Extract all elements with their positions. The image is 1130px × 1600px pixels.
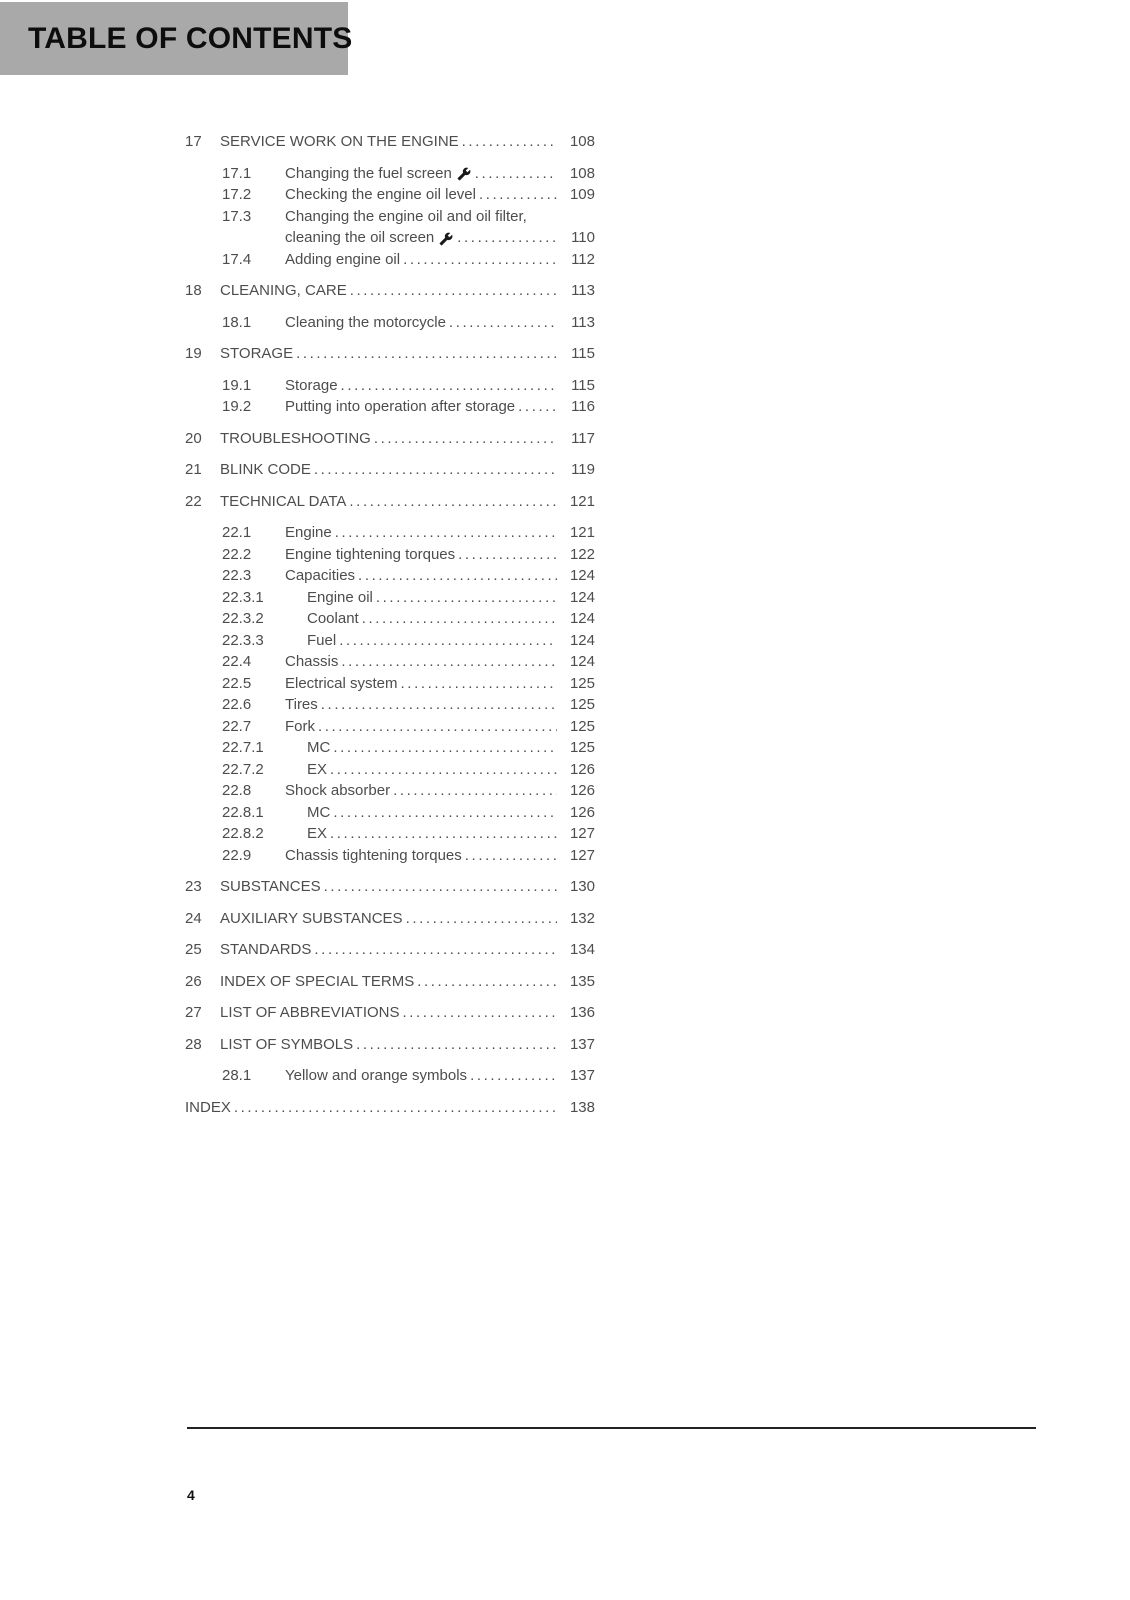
toc-entry bbox=[185, 694, 595, 716]
toc-entry-title: TROUBLESHOOTING bbox=[220, 429, 371, 447]
toc-leader-dots bbox=[341, 375, 557, 397]
toc-entry-page: 124 bbox=[569, 631, 595, 649]
toc-entry-page: 138 bbox=[569, 1098, 595, 1116]
toc-entry-title: INDEX bbox=[185, 1098, 231, 1116]
toc-leader-dots bbox=[403, 249, 557, 271]
toc-entry-page: 124 bbox=[569, 653, 595, 670]
toc-leader-dots bbox=[321, 694, 557, 716]
toc-entry bbox=[185, 587, 595, 609]
toc-leader-dots bbox=[314, 939, 557, 961]
toc-entry-title: CLEANING, CARE bbox=[220, 282, 347, 299]
toc-entry-number: 19.1 bbox=[222, 376, 252, 394]
toc-entry-number: 19.2 bbox=[222, 398, 252, 415]
toc-entry bbox=[185, 459, 595, 481]
toc-entry bbox=[185, 312, 595, 334]
toc-entry-title: Tires bbox=[285, 696, 318, 713]
toc-entry bbox=[185, 802, 595, 824]
toc-entry-title: STANDARDS bbox=[220, 941, 312, 958]
toc-entry-title: cleaning the oil screen bbox=[285, 229, 435, 246]
page-header bbox=[0, 2, 353, 75]
toc-leader-dots bbox=[393, 780, 557, 802]
toc-entry-number: 22.3.3 bbox=[222, 631, 264, 649]
toc-entry-title: Fuel bbox=[307, 631, 337, 649]
toc-leader-dots bbox=[330, 823, 557, 845]
toc-entry bbox=[185, 428, 595, 450]
toc-entry-page: 136 bbox=[569, 1004, 595, 1021]
toc-leader-dots bbox=[356, 1034, 557, 1056]
toc-entry-page: 119 bbox=[571, 461, 595, 478]
toc-entry-number: 22.3.2 bbox=[222, 610, 264, 627]
toc-leader-dots bbox=[458, 544, 557, 566]
toc-entry-number: 22.6 bbox=[222, 696, 252, 713]
toc-entry bbox=[185, 908, 595, 930]
toc-leader-dots bbox=[335, 522, 557, 544]
toc-entry-title: Yellow and orange symbols bbox=[285, 1067, 468, 1084]
toc-leader-dots bbox=[475, 163, 557, 185]
toc-entry bbox=[185, 1002, 595, 1024]
toc-leader-dots bbox=[341, 651, 557, 673]
toc-entry bbox=[185, 131, 595, 153]
toc-entry bbox=[185, 716, 595, 738]
toc-entry bbox=[185, 823, 595, 845]
toc-entry-page: 132 bbox=[569, 909, 595, 927]
toc-entry-title: EX bbox=[307, 825, 328, 842]
toc-entry-number: 22.4 bbox=[222, 653, 252, 670]
toc-entry-page: 135 bbox=[569, 972, 595, 990]
toc-entry-title: Fork bbox=[285, 717, 315, 735]
toc-leader-dots bbox=[465, 845, 557, 867]
toc-entry bbox=[185, 971, 595, 993]
toc-entry-title: Checking the engine oil level bbox=[285, 186, 476, 203]
toc-entry bbox=[185, 565, 595, 587]
toc-entry-number: 22.9 bbox=[222, 846, 252, 864]
toc-entry-title: Storage bbox=[285, 376, 338, 394]
toc-entry bbox=[185, 630, 595, 652]
toc-entry-title: Engine tightening torques bbox=[285, 545, 456, 563]
toc-entry-page: 126 bbox=[569, 782, 595, 799]
toc-entry bbox=[185, 491, 595, 513]
toc-entry-number: 28 bbox=[185, 1035, 202, 1053]
toc-entry-title: Engine bbox=[285, 524, 332, 541]
toc-entry-page: 112 bbox=[571, 250, 595, 268]
toc-leader-dots bbox=[349, 491, 557, 513]
toc-leader-dots bbox=[479, 184, 557, 206]
toc-entry bbox=[185, 163, 595, 185]
toc-entry bbox=[185, 206, 595, 228]
toc-leader-dots bbox=[449, 312, 557, 334]
toc-entry-title: Shock absorber bbox=[285, 782, 391, 799]
toc-leader-dots bbox=[417, 971, 557, 993]
toc-entry-title: LIST OF ABBREVIATIONS bbox=[220, 1004, 400, 1021]
toc-entry-number: 22.8.2 bbox=[222, 825, 264, 842]
toc-entry-number: 17.1 bbox=[222, 164, 252, 182]
footer-divider bbox=[187, 1427, 1036, 1429]
toc-leader-dots bbox=[406, 908, 557, 930]
toc-entry-title: Coolant bbox=[307, 610, 359, 627]
toc-entry-title: Chassis tightening torques bbox=[285, 846, 462, 864]
toc-entry-title: EX bbox=[307, 760, 328, 778]
toc-entry bbox=[185, 375, 595, 397]
toc-entry-page: 110 bbox=[571, 229, 595, 246]
wrench-icon bbox=[439, 232, 453, 246]
toc-entry bbox=[185, 544, 595, 566]
toc-entry-number: 22.5 bbox=[222, 674, 252, 692]
toc-entry bbox=[185, 608, 595, 630]
toc-entry bbox=[185, 184, 595, 206]
toc-entry-page: 127 bbox=[569, 846, 595, 864]
toc-leader-dots bbox=[296, 343, 557, 365]
toc-entry-page: 115 bbox=[571, 376, 595, 394]
toc-entry-page: 116 bbox=[571, 398, 595, 415]
toc-entry-page: 113 bbox=[571, 282, 595, 299]
toc-entry-title: SERVICE WORK ON THE ENGINE bbox=[220, 133, 459, 150]
toc-entry-number: 22.8.1 bbox=[222, 803, 264, 821]
toc-leader-dots bbox=[457, 227, 557, 249]
toc-entry-title: MC bbox=[307, 739, 331, 756]
toc-entry bbox=[185, 673, 595, 695]
toc-entry bbox=[185, 280, 595, 302]
toc-entry-number: 17.3 bbox=[222, 207, 252, 225]
toc-entry-page: 137 bbox=[569, 1067, 595, 1084]
toc-entry-number: 19 bbox=[185, 345, 202, 362]
page-number: 4 bbox=[187, 1487, 195, 1503]
toc-entry bbox=[185, 1097, 595, 1119]
toc-entry-title: Engine oil bbox=[307, 588, 373, 606]
toc-entry-number: 22 bbox=[185, 492, 202, 510]
toc-entry bbox=[185, 1065, 595, 1087]
toc-entry-number: 28.1 bbox=[222, 1067, 252, 1084]
toc-entry-title: Electrical system bbox=[285, 674, 398, 692]
toc-entry bbox=[185, 876, 595, 898]
toc-entry-title: LIST OF SYMBOLS bbox=[220, 1035, 354, 1053]
toc-entry-number: 25 bbox=[185, 941, 202, 958]
toc-entry-title: Cleaning the motorcycle bbox=[285, 313, 446, 331]
toc-entry-page: 115 bbox=[571, 345, 595, 362]
toc-entry-page: 125 bbox=[569, 696, 595, 713]
toc-entry-title: AUXILIARY SUBSTANCES bbox=[220, 909, 403, 927]
toc-entry-page: 121 bbox=[569, 524, 595, 541]
wrench-icon bbox=[457, 167, 471, 181]
toc-entry-page: 130 bbox=[569, 878, 595, 895]
toc-entry-page: 134 bbox=[569, 941, 595, 958]
toc-leader-dots bbox=[234, 1097, 557, 1119]
toc-entry-number: 20 bbox=[185, 429, 202, 447]
toc-entry-page: 125 bbox=[569, 674, 595, 692]
toc-entry-number: 22.8 bbox=[222, 782, 252, 799]
toc-entry-page: 137 bbox=[569, 1035, 595, 1053]
toc-leader-dots bbox=[376, 587, 557, 609]
toc-leader-dots bbox=[350, 280, 557, 302]
toc-entry-title: Capacities bbox=[285, 567, 356, 584]
toc-entry-page: 127 bbox=[569, 825, 595, 842]
toc-entry-page: 124 bbox=[569, 567, 595, 584]
page-title: TABLE OF CONTENTS bbox=[28, 21, 353, 55]
toc-entry-page: 108 bbox=[569, 133, 595, 150]
toc-entry-number: 22.7.1 bbox=[222, 739, 264, 756]
toc-entry-number: 24 bbox=[185, 909, 202, 927]
toc-entry-number: 22.7.2 bbox=[222, 760, 264, 778]
toc-leader-dots bbox=[374, 428, 557, 450]
toc-entry-number: 22.3 bbox=[222, 567, 252, 584]
toc-entry-page: 125 bbox=[569, 739, 595, 756]
toc-entry-number: 22.1 bbox=[222, 524, 252, 541]
toc-entry-page: 113 bbox=[571, 313, 595, 331]
toc-leader-dots bbox=[518, 396, 557, 418]
toc-entry-page: 124 bbox=[569, 588, 595, 606]
toc-entry bbox=[185, 343, 595, 365]
toc-entry bbox=[185, 1034, 595, 1056]
toc-entry-page: 121 bbox=[569, 492, 595, 510]
toc-leader-dots bbox=[401, 673, 557, 695]
toc-entry-title: STORAGE bbox=[220, 345, 294, 362]
toc-entry bbox=[185, 780, 595, 802]
toc-leader-dots bbox=[333, 737, 557, 759]
toc-entry-title: Adding engine oil bbox=[285, 250, 401, 268]
toc-entry-title: Putting into operation after storage bbox=[285, 398, 516, 415]
toc-entry-number: 22.7 bbox=[222, 717, 252, 735]
toc-entry bbox=[185, 522, 595, 544]
toc-leader-dots bbox=[314, 459, 557, 481]
toc-entry-title: INDEX OF SPECIAL TERMS bbox=[220, 972, 415, 990]
toc-entry-number: 21 bbox=[185, 461, 202, 478]
toc-entry-number: 17.2 bbox=[222, 186, 252, 203]
toc-entry-title: MC bbox=[307, 803, 331, 821]
toc-entry-number: 26 bbox=[185, 972, 202, 990]
toc-entry-title: Changing the engine oil and oil filter, bbox=[285, 207, 527, 225]
toc-entry-number: 17 bbox=[185, 133, 202, 150]
toc-entry-page: 117 bbox=[571, 429, 595, 447]
toc-entry-number: 22.2 bbox=[222, 545, 252, 563]
toc-entry-page: 109 bbox=[569, 186, 595, 203]
toc-entry-page: 122 bbox=[569, 545, 595, 563]
toc-entry bbox=[185, 651, 595, 673]
toc-entry-number: 23 bbox=[185, 878, 202, 895]
toc-entry-title: SUBSTANCES bbox=[220, 878, 321, 895]
toc-leader-dots bbox=[333, 802, 557, 824]
toc-entry-number: 18 bbox=[185, 282, 202, 299]
toc-entry-page: 126 bbox=[569, 760, 595, 778]
toc-leader-dots bbox=[324, 876, 557, 898]
toc-entry-page: 124 bbox=[569, 610, 595, 627]
toc-entry-page: 125 bbox=[569, 717, 595, 735]
toc-leader-dots bbox=[462, 131, 557, 153]
toc-leader-dots bbox=[470, 1065, 557, 1087]
toc-leader-dots bbox=[362, 608, 557, 630]
toc-entry-title: Changing the fuel screen bbox=[285, 164, 452, 182]
toc-leader-dots bbox=[403, 1002, 558, 1024]
toc-entry bbox=[185, 759, 595, 781]
toc-leader-dots bbox=[358, 565, 557, 587]
table-of-contents bbox=[185, 121, 595, 1128]
toc-entry bbox=[185, 845, 595, 867]
toc-entry-number: 17.4 bbox=[222, 250, 252, 268]
toc-entry-title: BLINK CODE bbox=[220, 461, 311, 478]
toc-entry-number: 27 bbox=[185, 1004, 202, 1021]
toc-leader-dots bbox=[339, 630, 557, 652]
toc-entry-page: 108 bbox=[569, 164, 595, 182]
toc-entry bbox=[185, 396, 595, 418]
toc-entry bbox=[185, 737, 595, 759]
toc-entry-title: Chassis bbox=[285, 653, 339, 670]
toc-entry-number: 22.3.1 bbox=[222, 588, 264, 606]
toc-leader-dots bbox=[318, 716, 557, 738]
toc-entry bbox=[185, 939, 595, 961]
toc-entry bbox=[185, 227, 595, 249]
toc-entry-number: 18.1 bbox=[222, 313, 252, 331]
toc-leader-dots bbox=[330, 759, 557, 781]
toc-entry-page: 126 bbox=[569, 803, 595, 821]
toc-entry-title: TECHNICAL DATA bbox=[220, 492, 347, 510]
toc-entry bbox=[185, 249, 595, 271]
